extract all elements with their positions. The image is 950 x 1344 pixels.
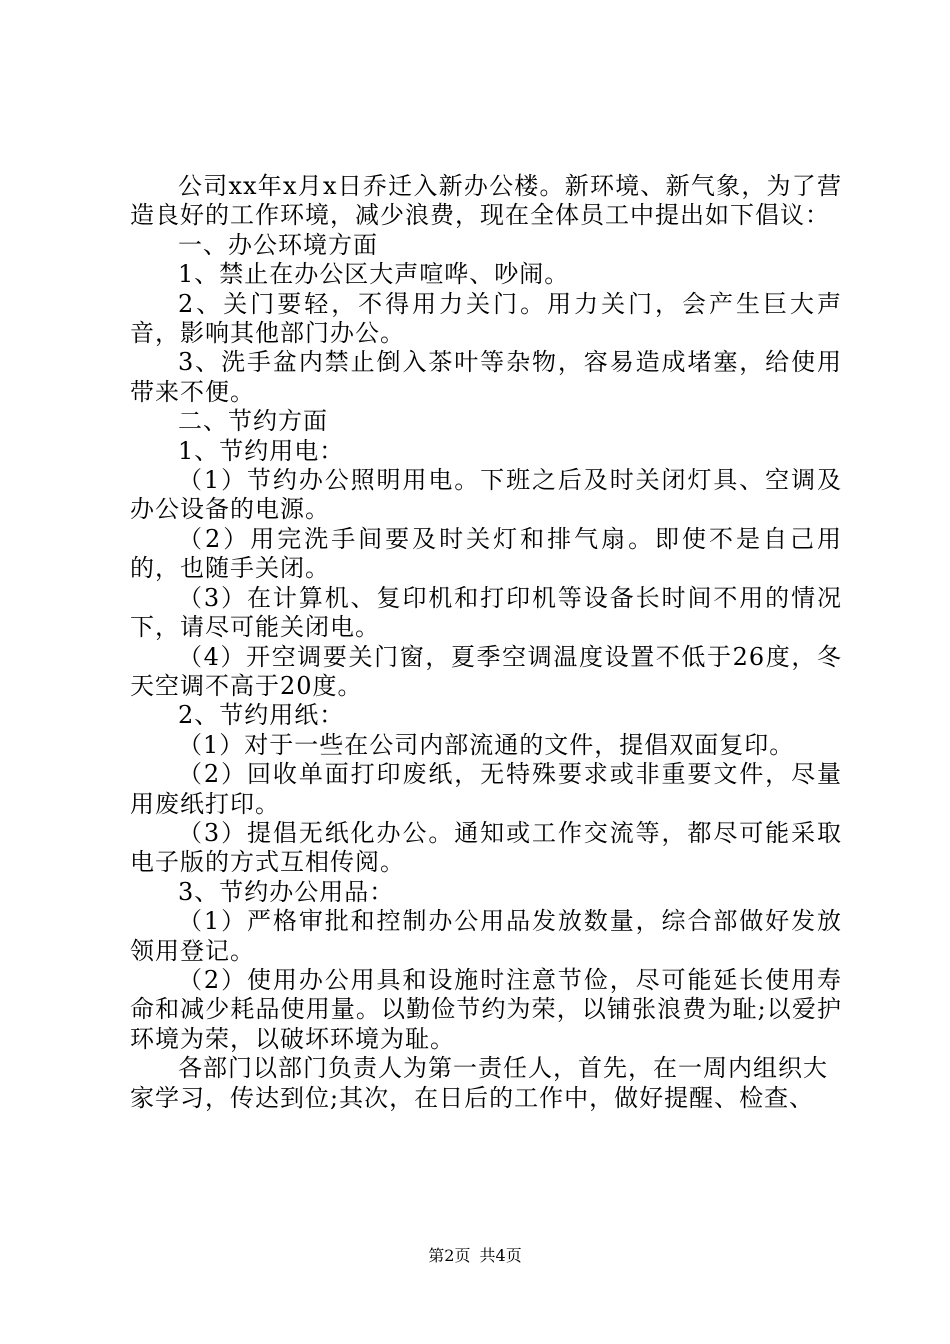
paragraph-closing: 各部门以部门负责人为第一责任人，首先，在一周内组织大家学习，传达到位;其次，在日后的工作中，做好提醒、检查、	[130, 1054, 828, 1112]
list-item: （4）开空调要关门窗，夏季空调温度设置不低于26度，冬天空调不高于20度。	[130, 642, 842, 700]
subsection-heading-office-supplies: 3、节约办公用品：	[178, 877, 395, 906]
list-item: （3）在计算机、复印机和打印机等设备长时间不用的情况下，请尽可能关闭电。	[130, 583, 842, 642]
section-heading-office-environment: 一、办公环境方面	[178, 230, 378, 259]
paragraph-intro: 公司xx年x月x日乔迁入新办公楼。新环境、新气象，为了营造良好的工作环境，减少浪费，现在全体员工中提出如下倡议：	[130, 172, 842, 230]
page-footer	[0, 1246, 950, 1266]
page-total: 共4页	[479, 1246, 522, 1265]
list-item: （2）回收单面打印废纸，无特殊要求或非重要文件，尽量用废纸打印。	[130, 760, 842, 818]
list-item: （1）节约办公照明用电。下班之后及时关闭灯具、空调及办公设备的电源。	[130, 466, 842, 524]
list-item: 1、禁止在办公区大声喧哗、吵闹。	[178, 260, 570, 289]
document-body	[130, 172, 842, 1113]
subsection-heading-electricity: 1、节约用电：	[178, 436, 345, 465]
list-item: （2）使用办公用具和设施时注意节俭，尽可能延长使用寿命和减少耗品使用量。以勤俭节约为荣，以铺张浪费为耻;以爱护环境为荣，以破坏环境为耻。	[130, 965, 842, 1053]
page-number: 第2页	[428, 1246, 471, 1265]
list-item: （1）对于一些在公司内部流通的文件，提倡双面复印。	[178, 730, 795, 759]
list-item: 3、洗手盆内禁止倒入茶叶等杂物，容易造成堵塞，给使用带来不便。	[130, 348, 842, 406]
list-item: （1）严格审批和控制办公用品发放数量，综合部做好发放领用登记。	[130, 907, 842, 965]
subsection-heading-paper: 2、节约用纸：	[178, 701, 345, 730]
section-heading-saving: 二、节约方面	[178, 407, 328, 436]
list-item: （3）提倡无纸化办公。通知或工作交流等，都尽可能采取电子版的方式互相传阅。	[130, 818, 842, 877]
list-item: 2、关门要轻，不得用力关门。用力关门，会产生巨大声音，影响其他部门办公。	[130, 289, 842, 348]
list-item: （2）用完洗手间要及时关灯和排气扇。即使不是自己用的，也随手关闭。	[130, 524, 842, 583]
